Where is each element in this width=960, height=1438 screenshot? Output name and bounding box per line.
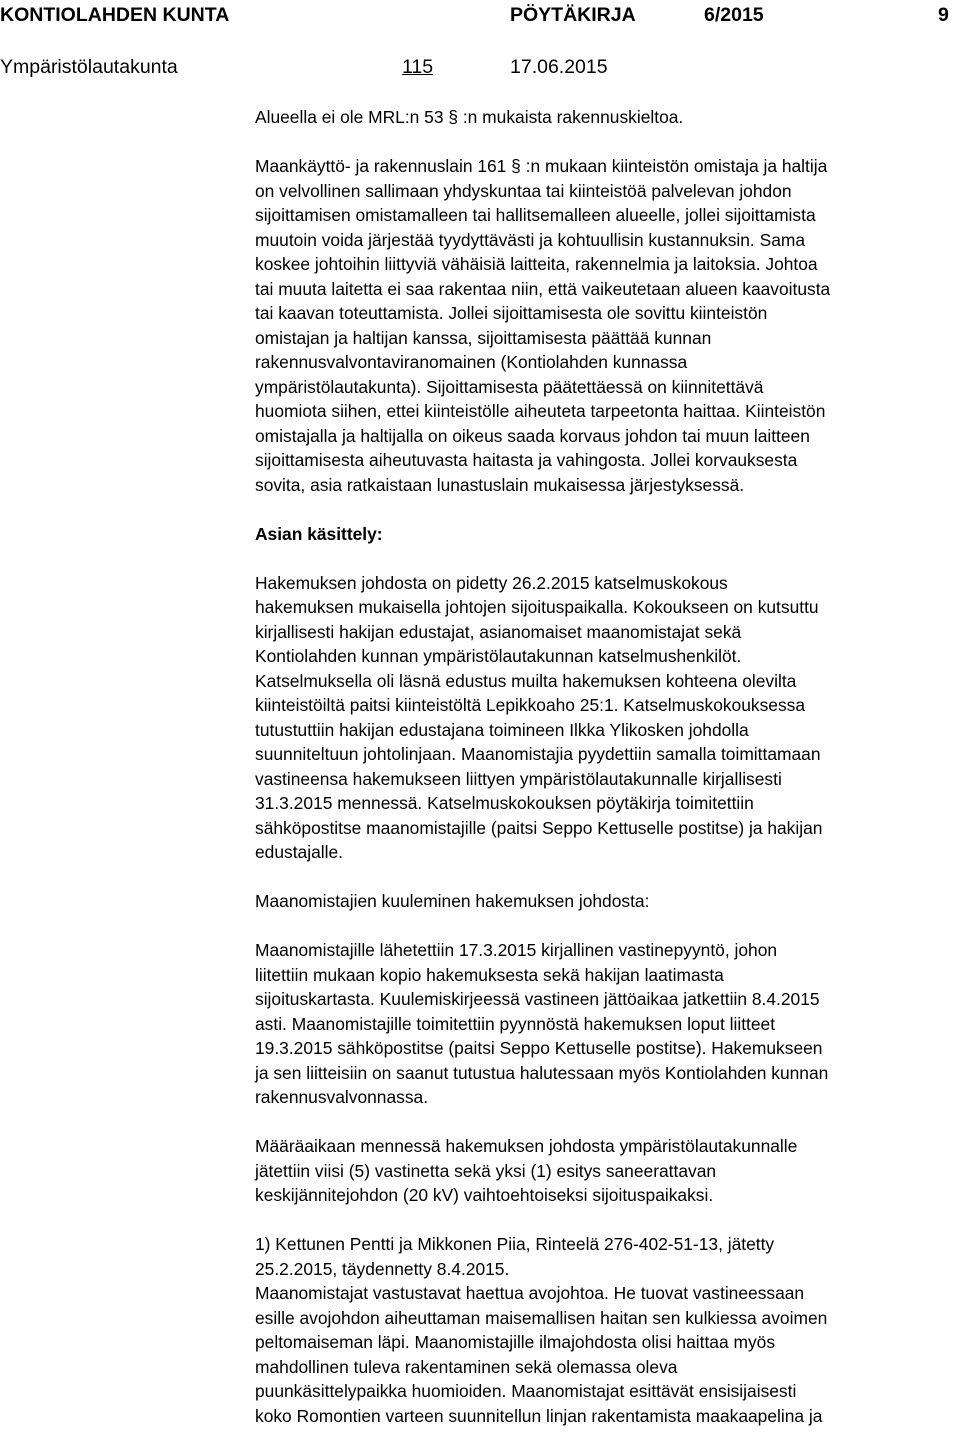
text-line: sovita, asia ratkaistaan lunastuslain mukaisessa järjestyksessä. xyxy=(255,474,745,495)
hearing-title: Maanomistajien kuuleminen hakemuksen johdosta: xyxy=(255,891,650,911)
text-line: 19.3.2015 sähköpostitse (paitsi Seppo Kettuselle postitse). Hakemukseen xyxy=(255,1038,823,1058)
text-line: jätettiin viisi (5) vastinetta sekä yksi (1) esitys saneerattavan xyxy=(255,1160,717,1181)
text-line: koskee johtoihin liittyviä vähäisiä laitteita, rakennelmia ja laitoksia. Johtoa xyxy=(255,254,818,274)
organization-name: KONTIOLAHDEN KUNTA xyxy=(0,4,230,26)
text-line: asti. Maanomistajille toimitettiin pyynnöstä hakemuksen loput liitteet xyxy=(255,1013,776,1034)
text-line: sijoittamisen omistamalleen tai hallitsemalleen alueelle, jollei sijoittamista xyxy=(255,205,816,225)
text-line: kirjallisesti hakijan edustajat, asianomaiset maanomistajat sekä xyxy=(255,621,742,642)
document-number: 6/2015 xyxy=(704,4,764,26)
hearing-paragraph xyxy=(255,938,955,1110)
text-line: omistajalla ja haltijalla on oikeus saada korvaus johdon tai muun laitteen xyxy=(255,425,810,446)
page-number: 9 xyxy=(938,4,949,26)
intro-paragraph xyxy=(255,105,955,130)
meeting-header xyxy=(0,52,960,82)
response-1-paragraph xyxy=(255,1232,955,1428)
text-line: rakennusvalvonnassa. xyxy=(255,1087,429,1107)
text-line: tai muuta laitetta ei saa rakentaa niin, että vaikeutetaan alueen kaavoitusta xyxy=(255,278,831,299)
text-line: Maanomistajat vastustavat haettua avojohtoa. He tuovat vastineessaan xyxy=(255,1283,805,1303)
text-line: peltomaiseman läpi. Maanomistajille ilmajohdosta olisi haittaa myös xyxy=(255,1332,776,1352)
text-line: suunniteltuun johtolinjaan. Maanomistajia pyydettiin samalla toimittamaan xyxy=(255,744,821,764)
responses-paragraph xyxy=(255,1134,955,1208)
text-line: Määräaikaan mennessä hakemuksen johdosta ympäristölautakunnalle xyxy=(255,1136,798,1156)
text-line: ympäristölautakunta). Sijoittamisesta päätettäessä on kiinnitettävä xyxy=(255,376,764,397)
meeting-date: 17.06.2015 xyxy=(510,56,608,78)
item-number: 115 xyxy=(402,56,434,78)
text-line: keskijännitejohdon (20 kV) vaihtoehtoiseksi sijoituspaikaksi. xyxy=(255,1185,714,1205)
text-line: hakemuksen mukaisella johtojen sijoituspaikalla. Kokoukseen on kutsuttu xyxy=(255,597,819,617)
board-name: Ympäristölautakunta xyxy=(0,56,178,78)
text-line: koko Romontien varteen suunnitellun linjan rakentamista maakaapelina ja xyxy=(255,1405,823,1426)
text-line: Alueella ei ole MRL:n 53 § :n mukaista rakennuskieltoa. xyxy=(255,107,684,127)
text-line: mahdollinen tuleva rakentaminen sekä olemassa oleva xyxy=(255,1356,678,1377)
text-line: Katselmuksella oli läsnä edustus muilta hakemuksen kohteena olevilta xyxy=(255,670,797,691)
document-header xyxy=(0,0,960,30)
text-line: tutustuttiin hakijan edustajana toimineen Ilkka Ylikosken johdolla xyxy=(255,719,749,740)
inspection-paragraph xyxy=(255,571,955,865)
text-line: ja sen liitteisiin on saanut tutustua halutessaan myös Kontiolahden kunnan xyxy=(255,1062,829,1083)
document-body xyxy=(255,105,955,1428)
text-line: esille avojohdon aiheuttaman maisemallisen haitan sen kulkiessa avoimen xyxy=(255,1307,828,1328)
text-line: muutoin voida järjestää tyydyttävästi ja kohtuullisin kustannuksin. Sama xyxy=(255,229,806,250)
text-line: kiinteistöiltä paitsi kiinteistöltä Lepikkoaho 25:1. Katselmuskokouksessa xyxy=(255,695,806,715)
text-line: sijoittamisesta aiheutuvasta haitasta ja vahingosta. Jollei korvauksesta xyxy=(255,450,798,470)
text-line: Hakemuksen johdosta on pidetty 26.2.2015 katselmuskokous xyxy=(255,572,728,593)
text-line: huomiota siihen, ettei kiinteistölle aiheuteta tarpeetonta haittaa. Kiinteistön xyxy=(255,401,826,421)
text-line: on velvollinen sallimaan yhdyskuntaa tai kiinteistöä palvelevan johdon xyxy=(255,180,792,201)
text-line: 31.3.2015 mennessä. Katselmuskokouksen pöytäkirja toimitettiin xyxy=(255,793,754,813)
document-type: PÖYTÄKIRJA xyxy=(510,4,636,26)
text-line: vastineensa hakemukseen liittyen ympäristölautakunnalle kirjallisesti xyxy=(255,768,782,789)
text-line: liitettiin mukaan kopio hakemuksesta sekä hakijan laatimasta xyxy=(255,964,724,985)
law-paragraph xyxy=(255,154,955,497)
text-line: 25.2.2015, täydennetty 8.4.2015. xyxy=(255,1258,510,1279)
text-line: puunkäsittelypaikka huomioiden. Maanomistajat esittävät ensisijaisesti xyxy=(255,1381,797,1401)
text-line: tai kaavan toteuttamista. Jollei sijoittamisesta ole sovittu kiinteistön xyxy=(255,303,768,323)
text-line: Maankäyttö- ja rakennuslain 161 § :n mukaan kiinteistön omistaja ja haltija xyxy=(255,156,828,176)
text-line: Kontiolahden kunnan ympäristölautakunnan katselmushenkilöt. xyxy=(255,646,742,666)
text-line: sähköpostitse maanomistajille (paitsi Seppo Kettuselle postitse) ja hakijan xyxy=(255,817,823,838)
text-line: edustajalle. xyxy=(255,842,343,862)
section-heading: Asian käsittely: xyxy=(255,523,383,544)
text-line: Maanomistajille lähetettiin 17.3.2015 kirjallinen vastinepyyntö, johon xyxy=(255,940,778,960)
text-line: rakennusvalvontaviranomainen (Kontiolahden kunnassa xyxy=(255,352,688,372)
text-line: sijoituskartasta. Kuulemiskirjeessä vastineen jättöaikaa jatkettiin 8.4.2015 xyxy=(255,989,820,1009)
text-line: omistajan ja haltijan kanssa, sijoittamisesta päättää kunnan xyxy=(255,327,712,348)
text-line: 1) Kettunen Pentti ja Mikkonen Piia, Rinteelä 276-402-51-13, jätetty xyxy=(255,1234,775,1254)
